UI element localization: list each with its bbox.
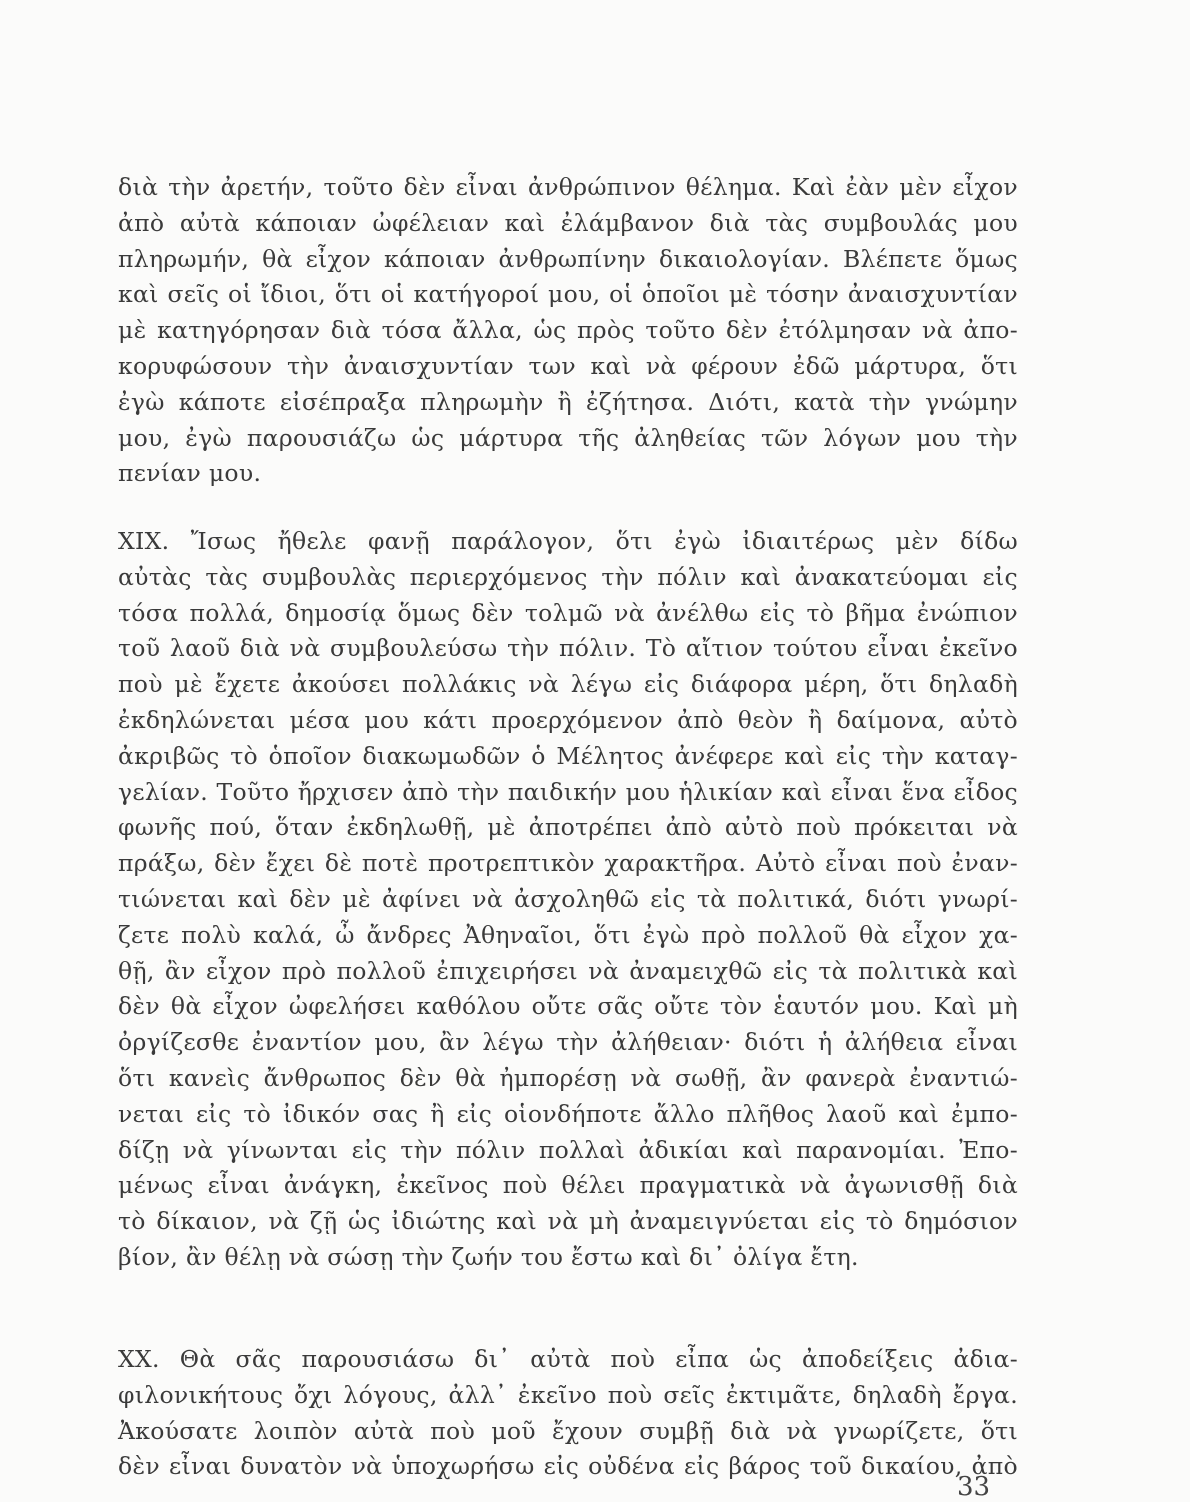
text-line: φιλονικήτους ὄχι λόγους, ἀλλ᾿ ἐκεῖνο ποὺ σεῖς ἐκτιμᾶτε, δηλαδὴ ἔργα. [118, 1380, 1018, 1409]
text-line: κορυφώσουν τὴν ἀναισχυντίαν των καὶ νὰ φέρουν ἐδῶ μάρτυρα, ὅτι [118, 351, 1018, 380]
text-line: γελίαν. Τοῦτο ἤρχισεν ἀπὸ τὴν παιδικήν μου ἡλικίαν καὶ εἶναι ἕνα εἶδος [118, 777, 1018, 806]
text-line: φωνῆς πού, ὅταν ἐκδηλωθῇ, μὲ ἀποτρέπει ἀπὸ αὐτὸ ποὺ πρόκειται νὰ [118, 813, 1018, 842]
text-line: μὲ κατηγόρησαν διὰ τόσα ἄλλα, ὡς πρὸς τοῦτο δὲν ἐτόλμησαν νὰ ἀπο- [118, 316, 1018, 345]
text-line: ἀκριβῶς τὸ ὁποῖον διακωμωδῶν ὁ Μέλητος ἀνέφερε καὶ εἰς τὴν καταγ- [118, 741, 1018, 770]
text-line: ἐκδηλώνεται μέσα μου κάτι προερχόμενον ἀπὸ θεὸν ἢ δαίμονα, αὐτὸ [118, 705, 1018, 734]
text-line: βίον, ἂν θέλῃ νὰ σώσῃ τὴν ζωήν του ἔστω καὶ δι᾿ ὀλίγα ἔτη. [118, 1242, 859, 1271]
text-line: τὸ δίκαιον, νὰ ζῇ ὡς ἰδιώτης καὶ νὰ μὴ ἀναμειγνύεται εἰς τὸ δημόσιον [118, 1207, 1018, 1236]
text-line: ἀπὸ αὐτὰ κάποιαν ὠφέλειαν καὶ ἐλάμβανον διὰ τὰς συμβουλάς μου [118, 208, 1018, 237]
text-line: αὐτὰς τὰς συμβουλὰς περιερχόμενος τὴν πόλιν καὶ ἀνακατεύομαι εἰς [118, 562, 1018, 591]
text-line: νεται εἰς τὸ ἰδικόν σας ἢ εἰς οἱονδήποτε ἄλλο πλῆθος λαοῦ καὶ ἐμπο- [118, 1099, 1018, 1128]
text-line: πληρωμήν, θὰ εἶχον κάποιαν ἀνθρωπίνην δικαιολογίαν. Βλέπετε ὅμως [118, 244, 1018, 273]
text-line: τόσα πολλά, δημοσίᾳ ὅμως δὲν τολμῶ νὰ ἀνέλθω εἰς τὸ βῆμα ἐνώπιον [118, 598, 1018, 627]
paragraph-1 [118, 170, 1018, 492]
text-line: μένως εἶναι ἀνάγκη, ἐκεῖνος ποὺ θέλει πραγματικὰ νὰ ἀγωνισθῇ διὰ [118, 1171, 1018, 1200]
text-line: ποὺ μὲ ἔχετε ἀκούσει πολλάκις νὰ λέγω εἰς διάφορα μέρη, ὅτι δηλαδὴ [118, 670, 1018, 699]
text-line: δὲν θὰ εἶχον ὠφελήσει καθόλου οὔτε σᾶς οὔτε τὸν ἑαυτόν μου. Καὶ μὴ [118, 992, 1018, 1021]
text-line: ὀργίζεσθε ἐναντίον μου, ἂν λέγω τὴν ἀλήθειαν· διότι ἡ ἀλήθεια εἶναι [118, 1028, 1018, 1057]
text-line: πενίαν μου. [118, 459, 262, 488]
text-line: τοῦ λαοῦ διὰ νὰ συμβουλεύσω τὴν πόλιν. Τὸ αἴτιον τούτου εἶναι ἐκεῖνο [118, 634, 1018, 663]
paragraph-3-section-xx [118, 1342, 1018, 1485]
text-line: δὲν εἶναι δυνατὸν νὰ ὑποχωρήσω εἰς οὐδένα εἰς βάρος τοῦ δικαίου, ἀπὸ [118, 1452, 1018, 1481]
paragraph-2-section-xix [118, 524, 1018, 1276]
text-line: δίζῃ νὰ γίνωνται εἰς τὴν πόλιν πολλαὶ ἀδικίαι καὶ παρανομίαι. Ἐπο- [118, 1135, 1018, 1164]
text-line: πράξω, δὲν ἔχει δὲ ποτὲ προτρεπτικὸν χαρακτῆρα. Αὐτὸ εἶναι ποὺ ἐναν- [118, 849, 1018, 878]
text-line: καὶ σεῖς οἱ ἴδιοι, ὅτι οἱ κατήγοροί μου, οἱ ὁποῖοι μὲ τόσην ἀναισχυντίαν [118, 280, 1018, 309]
text-line: ζετε πολὺ καλά, ὦ ἄνδρες Ἀθηναῖοι, ὅτι ἐγὼ πρὸ πολλοῦ θὰ εἶχον χα- [118, 920, 1018, 949]
text-line: Ἀκούσατε λοιπὸν αὐτὰ ποὺ μοῦ ἔχουν συμβῇ διὰ νὰ γνωρίζετε, ὅτι [118, 1416, 1018, 1445]
text-line: XX. Θὰ σᾶς παρουσιάσω δι᾿ αὐτὰ ποὺ εἶπα ὡς ἀποδείξεις ἀδια- [118, 1345, 1018, 1373]
text-line: XIX. Ἴσως ἤθελε φανῇ παράλογον, ὅτι ἐγὼ ἰδιαιτέρως μὲν δίδω [118, 527, 1018, 555]
text-line: ὅτι κανεὶς ἄνθρωπος δὲν θὰ ἠμπορέσῃ νὰ σωθῇ, ἂν φανερὰ ἐναντιώ- [118, 1063, 1018, 1092]
text-line: ἐγὼ κάποτε εἰσέπραξα πληρωμὴν ἢ ἐζήτησα. Διότι, κατὰ τὴν γνώμην [118, 387, 1018, 416]
text-line: τιώνεται καὶ δὲν μὲ ἀφίνει νὰ ἀσχοληθῶ εἰς τὰ πολιτικά, διότι γνωρί- [118, 884, 1018, 913]
text-line: μου, ἐγὼ παρουσιάζω ὡς μάρτυρα τῆς ἀληθείας τῶν λόγων μου τὴν [118, 423, 1018, 452]
page-number: 33 [957, 1472, 991, 1502]
text-line: θῇ, ἂν εἶχον πρὸ πολλοῦ ἐπιχειρήσει νὰ ἀναμειχθῶ εἰς τὰ πολιτικὰ καὶ [118, 956, 1018, 985]
text-line: διὰ τὴν ἀρετήν, τοῦτο δὲν εἶναι ἀνθρώπινον θέλημα. Καὶ ἐὰν μὲν εἶχον [118, 173, 1018, 201]
